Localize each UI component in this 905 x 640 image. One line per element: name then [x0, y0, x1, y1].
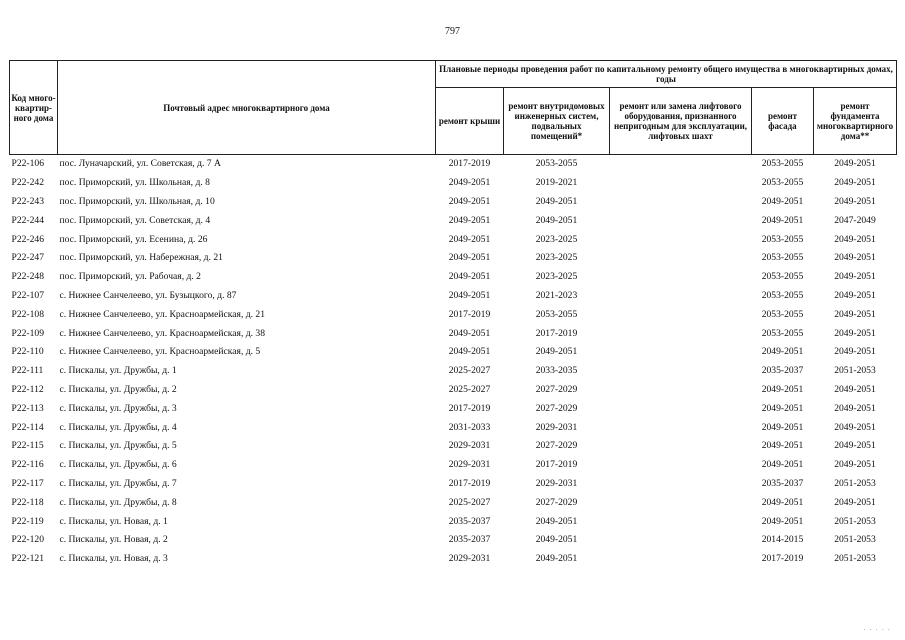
row-address: с. Пискалы, ул. Дружбы, д. 1: [59, 365, 177, 377]
row-foundation-period: 2049-2051: [834, 289, 876, 301]
row-foundation-period: 2049-2051: [834, 402, 876, 414]
row-facade-period: 2053-2055: [761, 233, 804, 245]
table-row: [10, 211, 897, 230]
row-code: Р22-109: [11, 327, 45, 339]
row-facade-period: 2017-2019: [761, 553, 804, 565]
row-roof-period: 2049-2051: [448, 289, 491, 301]
row-elevator-period: [610, 550, 752, 569]
table-row: [10, 324, 897, 343]
row-address: с. Нижнее Санчелеево, ул. Красноармейская, д. 5: [59, 346, 261, 358]
row-foundation-period: 2049-2051: [834, 327, 876, 339]
row-engineering-period: 2049-2051: [535, 346, 578, 358]
row-engineering-period: 2029-2031: [535, 477, 578, 489]
row-facade-period: 2053-2055: [761, 252, 804, 264]
capital-repair-schedule-table: [9, 60, 897, 569]
row-foundation-period: 2049-2051: [834, 177, 876, 189]
row-foundation-period: 2051-2053: [834, 553, 876, 565]
table-row: [10, 381, 897, 400]
table-row: [10, 550, 897, 569]
table-body: [10, 155, 897, 569]
row-elevator-period: [610, 324, 752, 343]
header-address: Почтовый адрес многоквартирного дома: [58, 61, 436, 155]
row-address: пос. Приморский, ул. Школьная, д. 8: [59, 177, 210, 189]
row-elevator-period: [610, 418, 752, 437]
row-foundation-period: 2049-2051: [834, 233, 876, 245]
row-address: с. Пискалы, ул. Дружбы, д. 2: [59, 383, 177, 395]
row-address: с. Нижнее Санчелеево, ул. Красноармейская, д. 21: [59, 308, 266, 320]
row-elevator-period: [610, 493, 752, 512]
row-foundation-period: 2049-2051: [834, 440, 876, 452]
row-roof-period: 2035-2037: [448, 534, 491, 546]
row-elevator-period: [610, 155, 752, 174]
row-elevator-period: [610, 399, 752, 418]
row-code: Р22-113: [11, 402, 44, 414]
row-roof-period: 2025-2027: [448, 383, 491, 395]
row-address: с. Пискалы, ул. Дружбы, д. 5: [59, 440, 177, 452]
header-facade-repair: ремонт фасада: [752, 88, 814, 155]
row-roof-period: 2049-2051: [448, 195, 491, 207]
row-foundation-period: 2049-2051: [834, 195, 876, 207]
row-code: Р22-120: [11, 534, 45, 546]
header-foundation-repair: ремонт фундамента многоквартирного дома**: [814, 88, 897, 155]
row-code: Р22-246: [11, 233, 45, 245]
row-foundation-period: 2049-2051: [834, 496, 876, 508]
row-elevator-period: [610, 230, 752, 249]
table-row: [10, 287, 897, 306]
table-row: [10, 512, 897, 531]
row-engineering-period: 2049-2051: [535, 553, 578, 565]
scan-mark: · · · · ·: [863, 626, 891, 634]
row-elevator-period: [610, 531, 752, 550]
row-facade-period: 2035-2037: [761, 365, 804, 377]
row-engineering-period: 2023-2025: [535, 271, 578, 283]
header-engineering-repair: ремонт внутридомовых инженерных систем, подвальных помещений*: [504, 88, 610, 155]
row-foundation-period: 2049-2051: [834, 252, 876, 264]
table-row: [10, 475, 897, 494]
row-roof-period: 2035-2037: [448, 515, 491, 527]
page-number: 797: [445, 26, 460, 37]
table-row: [10, 437, 897, 456]
row-address: с. Пискалы, ул. Дружбы, д. 3: [59, 402, 177, 414]
table-row: [10, 230, 897, 249]
row-address: пос. Луначарский, ул. Советская, д. 7 А: [59, 158, 221, 170]
table-row: [10, 531, 897, 550]
row-code: Р22-119: [11, 515, 44, 527]
row-address: пос. Приморский, ул. Есенина, д. 26: [59, 233, 208, 245]
row-address: пос. Приморский, ул. Школьная, д. 10: [59, 195, 215, 207]
row-roof-period: 2049-2051: [448, 233, 491, 245]
table-row: [10, 268, 897, 287]
row-code: Р22-112: [11, 383, 44, 395]
row-engineering-period: 2027-2029: [535, 496, 578, 508]
table-row: [10, 249, 897, 268]
row-facade-period: 2049-2051: [761, 440, 804, 452]
row-elevator-period: [610, 512, 752, 531]
header-roof-repair: ремонт крыши: [436, 88, 504, 155]
row-engineering-period: 2029-2031: [535, 421, 578, 433]
row-roof-period: 2029-2031: [448, 459, 491, 471]
row-address: с. Нижнее Санчелеево, ул. Бузыцкого, д. 87: [59, 289, 237, 301]
row-roof-period: 2017-2019: [448, 402, 491, 414]
row-engineering-period: 2053-2055: [535, 308, 578, 320]
row-facade-period: 2053-2055: [761, 289, 804, 301]
row-facade-period: 2053-2055: [761, 177, 804, 189]
row-address: с. Пискалы, ул. Дружбы, д. 4: [59, 421, 177, 433]
row-engineering-period: 2023-2025: [535, 252, 578, 264]
row-code: Р22-106: [11, 158, 45, 170]
row-address: с. Пискалы, ул. Новая, д. 3: [59, 553, 168, 565]
table-row: [10, 193, 897, 212]
row-facade-period: 2053-2055: [761, 158, 804, 170]
row-address: с. Пискалы, ул. Новая, д. 1: [59, 515, 168, 527]
row-facade-period: 2049-2051: [761, 214, 804, 226]
row-code: Р22-118: [11, 496, 44, 508]
row-facade-period: 2053-2055: [761, 308, 804, 320]
row-roof-period: 2049-2051: [448, 214, 491, 226]
row-foundation-period: 2049-2051: [834, 421, 876, 433]
row-facade-period: 2049-2051: [761, 496, 804, 508]
row-address: с. Пискалы, ул. Дружбы, д. 7: [59, 477, 177, 489]
row-code: Р22-248: [11, 271, 45, 283]
row-elevator-period: [610, 174, 752, 193]
row-elevator-period: [610, 268, 752, 287]
header-planned-periods: Плановые периоды проведения работ по капитальному ремонту общего имущества в многоквартирных домах, годы: [436, 61, 897, 88]
table-row: [10, 493, 897, 512]
row-foundation-period: 2047-2049: [834, 214, 876, 226]
row-elevator-period: [610, 381, 752, 400]
row-engineering-period: 2021-2023: [535, 289, 578, 301]
row-address: с. Нижнее Санчелеево, ул. Красноармейская, д. 38: [59, 327, 266, 339]
row-code: Р22-108: [11, 308, 45, 320]
row-code: Р22-244: [11, 214, 45, 226]
row-engineering-period: 2049-2051: [535, 515, 578, 527]
row-foundation-period: 2049-2051: [834, 158, 876, 170]
table-row: [10, 155, 897, 174]
row-elevator-period: [610, 193, 752, 212]
row-foundation-period: 2049-2051: [834, 271, 876, 283]
row-elevator-period: [610, 305, 752, 324]
row-code: Р22-116: [11, 459, 44, 471]
row-elevator-period: [610, 437, 752, 456]
row-code: Р22-110: [11, 346, 44, 358]
table-row: [10, 362, 897, 381]
row-code: Р22-117: [11, 477, 44, 489]
row-roof-period: 2049-2051: [448, 327, 491, 339]
row-foundation-period: 2051-2053: [834, 515, 876, 527]
row-facade-period: 2049-2051: [761, 346, 804, 358]
row-roof-period: 2029-2031: [448, 553, 491, 565]
row-facade-period: 2049-2051: [761, 515, 804, 527]
row-foundation-period: 2049-2051: [834, 346, 876, 358]
row-roof-period: 2017-2019: [448, 158, 491, 170]
row-roof-period: 2049-2051: [448, 177, 491, 189]
row-engineering-period: 2049-2051: [535, 214, 578, 226]
row-engineering-period: 2049-2051: [535, 195, 578, 207]
row-engineering-period: 2019-2021: [535, 177, 578, 189]
row-foundation-period: 2051-2053: [834, 534, 876, 546]
row-elevator-period: [610, 456, 752, 475]
row-code: Р22-247: [11, 252, 45, 264]
row-roof-period: 2029-2031: [448, 440, 491, 452]
row-foundation-period: 2049-2051: [834, 308, 876, 320]
row-address: с. Пискалы, ул. Дружбы, д. 8: [59, 496, 177, 508]
row-facade-period: 2053-2055: [761, 327, 804, 339]
row-engineering-period: 2027-2029: [535, 383, 578, 395]
row-engineering-period: 2023-2025: [535, 233, 578, 245]
table-row: [10, 399, 897, 418]
row-elevator-period: [610, 362, 752, 381]
row-engineering-period: 2017-2019: [535, 327, 578, 339]
row-address: с. Пискалы, ул. Дружбы, д. 6: [59, 459, 177, 471]
row-facade-period: 2049-2051: [761, 459, 804, 471]
row-engineering-period: 2053-2055: [535, 158, 578, 170]
row-code: Р22-114: [11, 421, 44, 433]
row-roof-period: 2049-2051: [448, 252, 491, 264]
row-facade-period: 2049-2051: [761, 195, 804, 207]
row-elevator-period: [610, 287, 752, 306]
row-code: Р22-107: [11, 289, 45, 301]
row-roof-period: 2031-2033: [448, 421, 491, 433]
row-facade-period: 2049-2051: [761, 383, 804, 395]
row-address: пос. Приморский, ул. Советская, д. 4: [59, 214, 211, 226]
row-facade-period: 2049-2051: [761, 421, 804, 433]
row-engineering-period: 2027-2029: [535, 402, 578, 414]
row-roof-period: 2025-2027: [448, 496, 491, 508]
row-roof-period: 2025-2027: [448, 365, 491, 377]
row-code: Р22-115: [11, 440, 44, 452]
row-foundation-period: 2051-2053: [834, 365, 876, 377]
row-facade-period: 2049-2051: [761, 402, 804, 414]
row-engineering-period: 2027-2029: [535, 440, 578, 452]
row-facade-period: 2035-2037: [761, 477, 804, 489]
row-engineering-period: 2017-2019: [535, 459, 578, 471]
row-facade-period: 2014-2015: [761, 534, 804, 546]
row-elevator-period: [610, 249, 752, 268]
row-address: пос. Приморский, ул. Набережная, д. 21: [59, 252, 223, 264]
row-address: с. Пискалы, ул. Новая, д. 2: [59, 534, 168, 546]
row-code: Р22-243: [11, 195, 45, 207]
table-row: [10, 456, 897, 475]
row-code: Р22-111: [11, 365, 44, 377]
table-header: [10, 61, 897, 155]
row-elevator-period: [610, 475, 752, 494]
table-row: [10, 418, 897, 437]
row-roof-period: 2049-2051: [448, 271, 491, 283]
row-engineering-period: 2049-2051: [535, 534, 578, 546]
row-roof-period: 2049-2051: [448, 346, 491, 358]
row-foundation-period: 2049-2051: [834, 383, 876, 395]
row-code: Р22-121: [11, 553, 45, 565]
row-address: пос. Приморский, ул. Рабочая, д. 2: [59, 271, 201, 283]
row-foundation-period: 2051-2053: [834, 477, 876, 489]
table-row: [10, 343, 897, 362]
header-elevator-repair: ремонт или замена лифтового оборудования, признанного непригодным для эксплуатации, лифтовых шахт: [610, 88, 752, 155]
row-roof-period: 2017-2019: [448, 477, 491, 489]
row-code: Р22-242: [11, 177, 45, 189]
row-facade-period: 2053-2055: [761, 271, 804, 283]
header-code: Код много-квартир-ного дома: [10, 61, 58, 155]
table-row: [10, 305, 897, 324]
table-row: [10, 174, 897, 193]
row-engineering-period: 2033-2035: [535, 365, 578, 377]
row-foundation-period: 2049-2051: [834, 459, 876, 471]
row-elevator-period: [610, 343, 752, 362]
row-roof-period: 2017-2019: [448, 308, 491, 320]
row-elevator-period: [610, 211, 752, 230]
